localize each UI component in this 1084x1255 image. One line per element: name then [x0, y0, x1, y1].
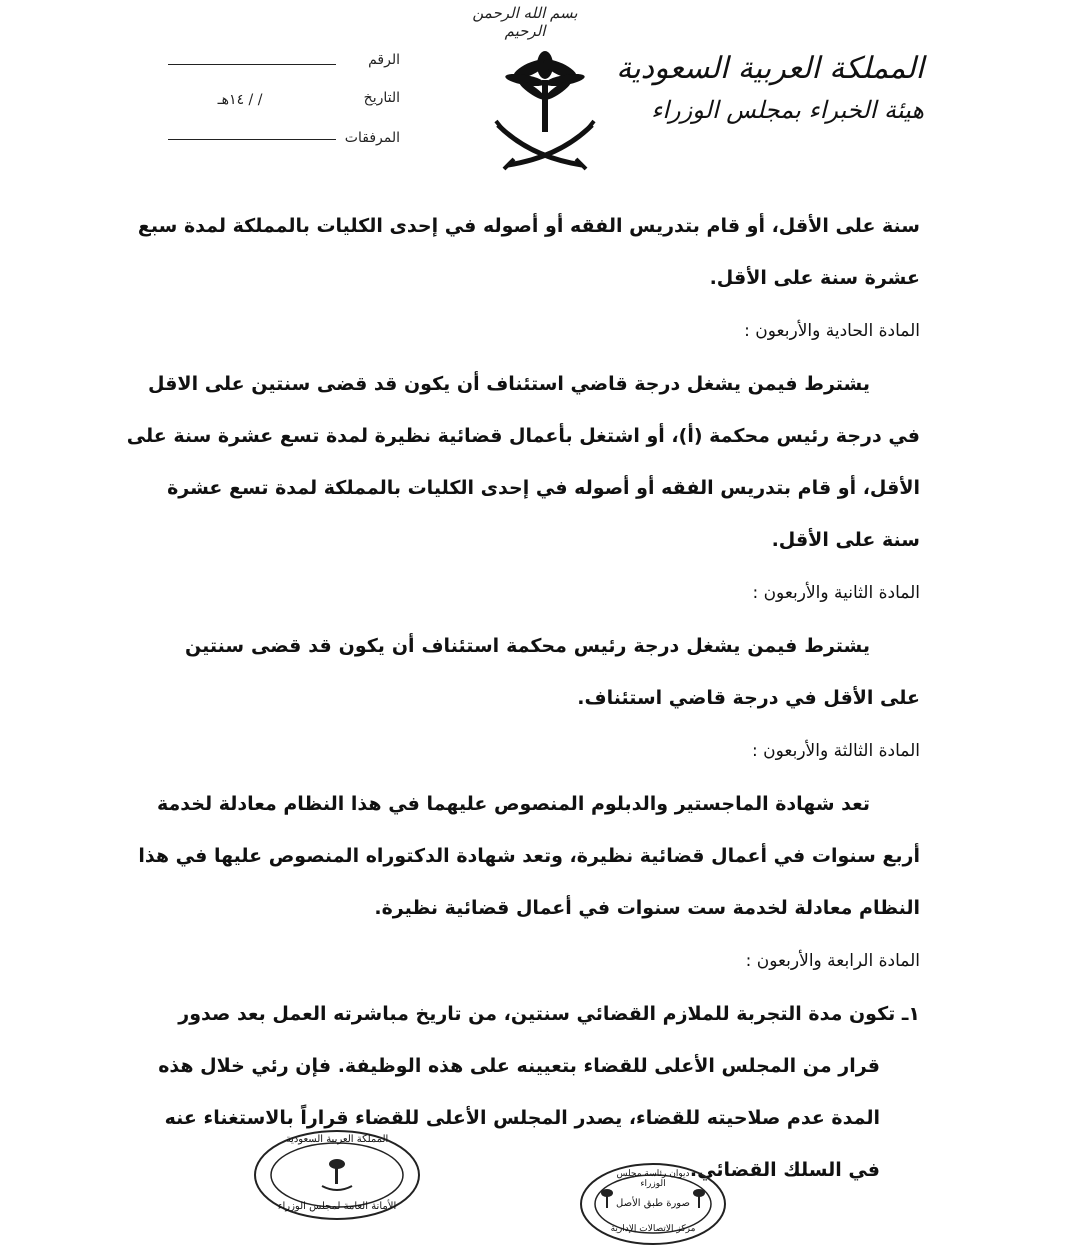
palm-swords-emblem [490, 45, 600, 175]
article-heading: المادة الثالثة والأربعون : [752, 741, 920, 761]
body-line: قرار من المجلس الأعلى للقضاء بتعيينه على هذه الوظيفة. فإن رئي خلال هذه [158, 1055, 880, 1077]
article-heading: المادة الرابعة والأربعون : [745, 951, 920, 971]
body-line: سنة على الأقل، أو قام بتدريس الفقه أو أصوله في إحدى الكليات بالمملكة لمدة سبع [137, 215, 920, 237]
body-line: في درجة رئيس محكمة (أ)، أو اشتغل بأعمال قضائية نظيرة لمدة تسع عشرة سنة على [126, 425, 920, 447]
body-line: المدة عدم صلاحيته للقضاء، يصدر المجلس الأعلى للقضاء قراراً بالاستغناء عنه [164, 1107, 880, 1129]
body-line: على الأقل في درجة قاضي استئناف. [577, 687, 920, 709]
authority-title: هيئة الخبراء بمجلس الوزراء [651, 96, 924, 124]
document-body [126, 200, 920, 1196]
body-line: يشترط فيمن يشغل درجة قاضي استئناف أن يكون قد قضى سنتين على الاقل [148, 373, 870, 395]
body-line: تعد شهادة الماجستير والدبلوم المنصوص عليهما في هذا النظام معادلة لخدمة [156, 793, 870, 815]
seal-top-text: ديوان رئاسة مجلس الوزراء [616, 1169, 690, 1189]
true-copy-seal [578, 1160, 728, 1248]
article-heading: المادة الحادية والأربعون : [744, 321, 920, 341]
body-line: في السلك القضائي. [689, 1159, 880, 1181]
general-secretariat-seal [252, 1128, 422, 1223]
number-line [168, 64, 336, 65]
body-line: يشترط فيمن يشغل درجة رئيس محكمة استئناف أن يكون قد قضى سنتين [185, 635, 870, 657]
body-line: عشرة سنة على الأقل. [709, 267, 920, 289]
body-line: النظام معادلة لخدمة ست سنوات في أعمال قضائية نظيرة. [374, 897, 920, 919]
seal-middle-text: صورة طبق الأصل [616, 1198, 690, 1209]
seal-bottom-text: الأمانة العامة لمجلس الوزراء [277, 1201, 397, 1212]
date-value: / / ١٤هـ [217, 92, 263, 108]
article-heading: المادة الثانية والأربعون : [752, 583, 920, 603]
kingdom-title: المملكة العربية السعودية [616, 51, 924, 86]
seal-top-text: المملكة العربية السعودية [285, 1134, 389, 1145]
seal-bottom-text: مركز الاتصالات الإدارية [610, 1224, 696, 1234]
date-label: التاريخ [363, 90, 400, 106]
basmala: بسم الله الرحمن الرحيم [472, 4, 578, 40]
body-line: ١ـ تكون مدة التجربة للملازم القضائي سنتين، من تاريخ مباشرته العمل بعد صدور [178, 1003, 920, 1025]
attachments-line [168, 139, 336, 140]
attachments-label: المرفقات [344, 130, 400, 146]
body-line: الأقل، أو قام بتدريس الفقه أو أصوله في إحدى الكليات بالمملكة لمدة تسع عشرة [167, 477, 920, 499]
body-line: أربع سنوات في أعمال قضائية نظيرة، وتعد شهادة الدكتوراه المنصوص عليها في هذا [138, 845, 920, 867]
number-label: الرقم [368, 52, 400, 68]
body-line: سنة على الأقل. [771, 529, 920, 551]
